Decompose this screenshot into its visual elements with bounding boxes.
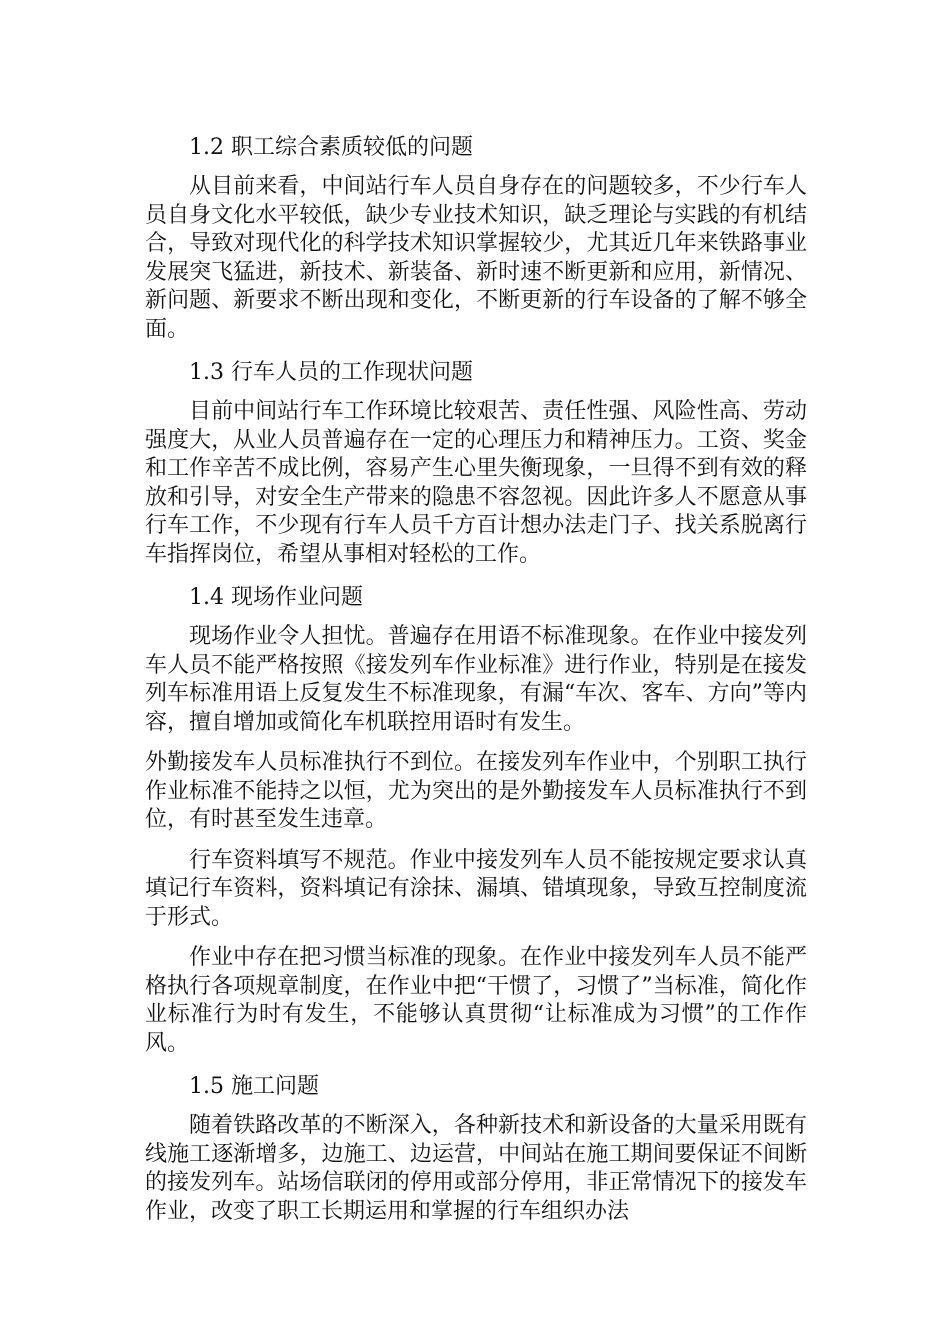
section-heading: 1.4 现场作业问题: [189, 585, 363, 610]
section-1-2: [145, 131, 807, 344]
section-1-4: [145, 581, 807, 1058]
paragraph: 作业中存在把习惯当标准的现象。在作业中接发列车人员不能严格执行各项规章制度，在作业中把“干惯了，习惯了”当标准，简化作业标准行为时有发生，不能够认真贯彻“让标准成为习惯”的工作作风。: [145, 945, 807, 1056]
paragraph: 目前中间站行车工作环境比较艰苦、责任性强、风险性高、劳动强度大，从业人员普遍存在一定的心理压力和精神压力。工资、奖金和工作辛苦不成比例，容易产生心里失衡现象，一旦得不到有效的释放和引导，对安全生产带来的隐患不容忽视。因此许多人不愿意从事行车工作，不少现有行车人员千方百计想办法走门子、找关系脱离行车指挥岗位，希望从事相对轻松的工作。: [145, 399, 807, 567]
document-page: [145, 131, 807, 1238]
paragraph: 现场作业令人担忧。普遍存在用语不标准现象。在作业中接发列车人员不能严格按照《接发列车作业标准》进行作业，特别是在接发列车标准用语上反复发生不标准现象，有漏“车次、客车、方向”等内容，擅自增加或简化车机联控用语时有发生。: [145, 624, 807, 735]
section-1-5: [145, 1070, 807, 1226]
paragraph: 从目前来看，中间站行车人员自身存在的问题较多，不少行车人员自身文化水平较低，缺少专业技术知识，缺乏理论与实践的有机结合，导致对现代化的科学技术知识掌握较少，尤其近几年来铁路事业发展突飞猛进，新技术、新装备、新时速不断更新和应用，新情况、新问题、新要求不断出现和变化，不断更新的行车设备的了解不够全面。: [145, 174, 807, 342]
section-heading: 1.2 职工综合素质较低的问题: [189, 135, 473, 160]
paragraph: 行车资料填写不规范。作业中接发列车人员不能按规定要求认真填记行车资料，资料填记有涂抹、漏填、错填现象，导致互控制度流于形式。: [145, 847, 807, 930]
paragraph: 随着铁路改革的不断深入，各种新技术和新设备的大量采用既有线施工逐渐增多，边施工、边运营，中间站在施工期间要保证不间断的接发列车。站场信联闭的停用或部分停用，非正常情况下的接发车作业，改变了职工长期运用和掌握的行车组织办法: [145, 1113, 807, 1224]
section-heading: 1.5 施工问题: [189, 1074, 319, 1099]
section-heading: 1.3 行车人员的工作现状问题: [189, 360, 473, 385]
paragraph: 外勤接发车人员标准执行不到位。在接发列车作业中，个别职工执行作业标准不能持之以恒，尤为突出的是外勤接发车人员标准执行不到位，有时甚至发生违章。: [145, 750, 807, 832]
section-1-3: [145, 356, 807, 569]
